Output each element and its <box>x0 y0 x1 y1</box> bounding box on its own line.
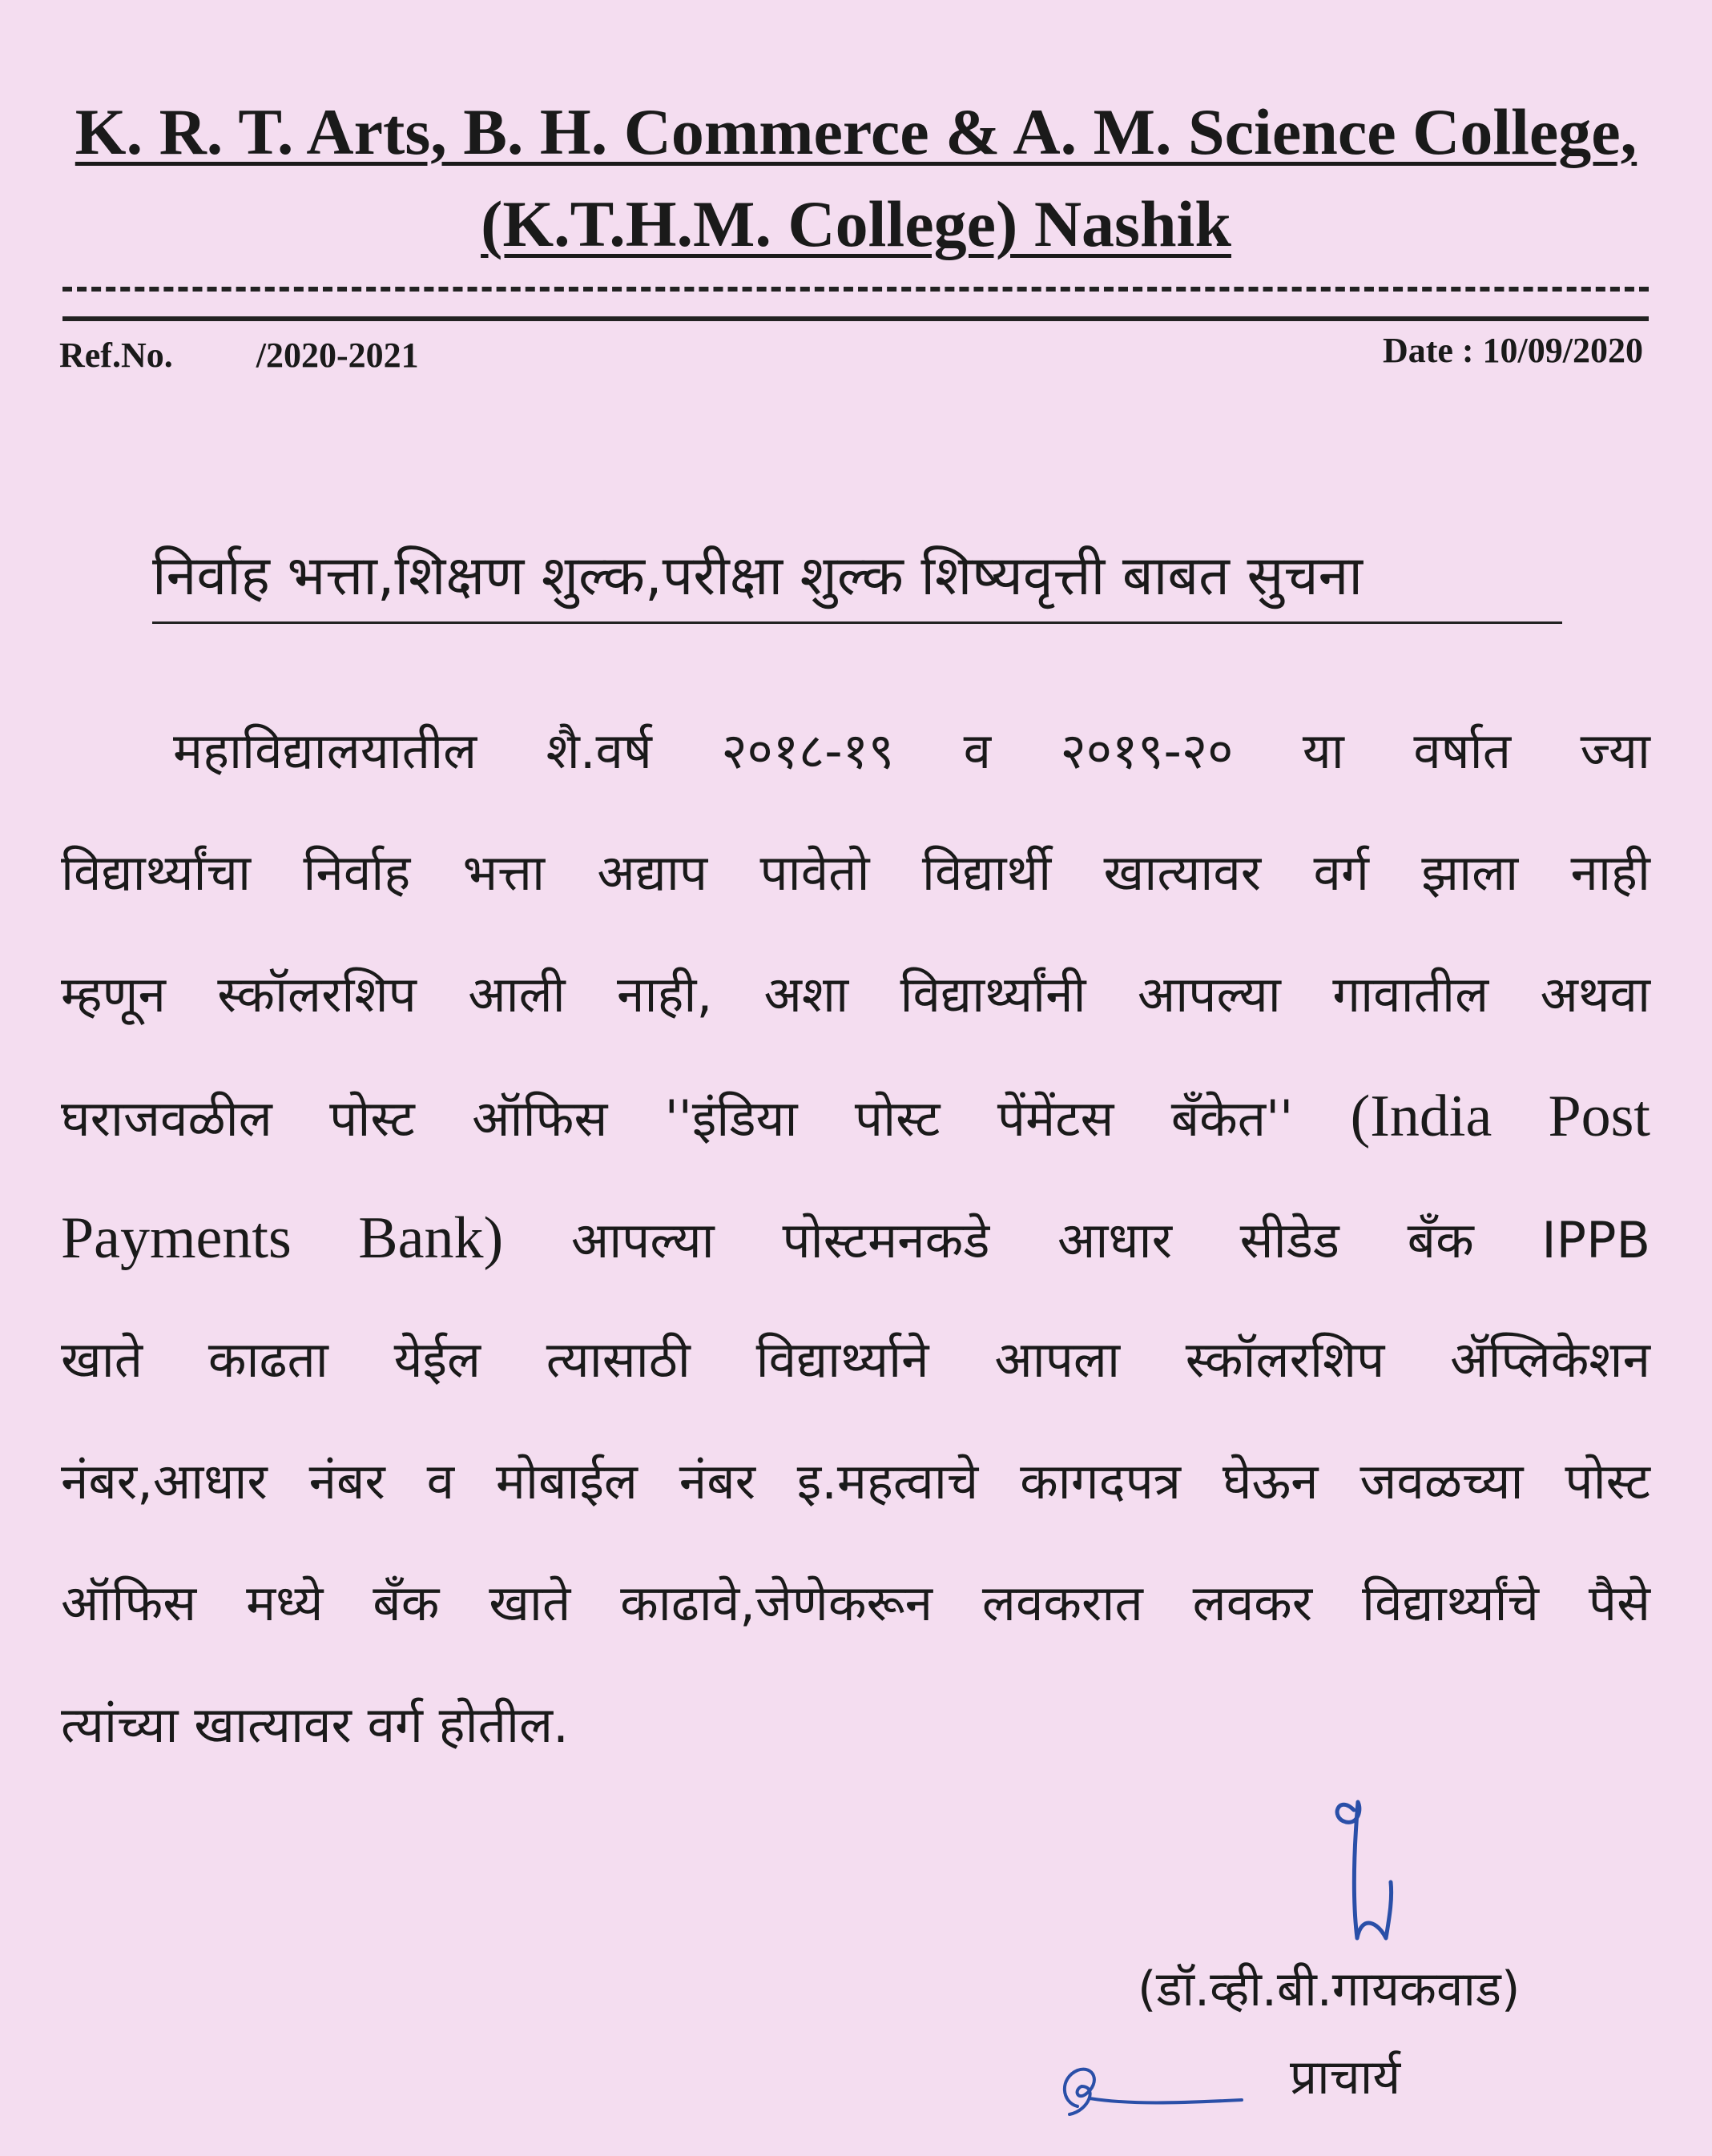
body-line-segment-latin: (India Post <box>1350 1084 1650 1149</box>
body-line <box>61 1078 1650 1200</box>
ref-label: Ref.No. <box>59 336 173 375</box>
header-solid-rule <box>62 316 1649 321</box>
body-line <box>61 1200 1650 1321</box>
college-short-name: (K.T.H.M. College) Nashik <box>481 187 1231 260</box>
college-header <box>0 88 1712 272</box>
initials-mark <box>1041 2050 1250 2130</box>
body-line: महाविद्यालयातील शै.वर्ष २०१८-१९ व २०१९-२० या वर्षात ज्या <box>173 722 1650 780</box>
body-line-segment-latin: Payments Bank) <box>61 1205 504 1271</box>
body-line: खाते काढता येईल त्यासाठी विद्यार्थ्याने आपला स्कॉलरशिप ॲप्लिकेशन <box>61 1330 1650 1389</box>
body-line: नंबर,आधार नंबर व मोबाईल नंबर इ.महत्वाचे कागदपत्र घेऊन जवळच्या पोस्ट <box>61 1452 1650 1510</box>
notice-body <box>61 713 1650 1808</box>
letter-date: Date : 10/09/2020 <box>1382 331 1643 370</box>
reference-number <box>59 335 419 376</box>
college-name: K. R. T. Arts, B. H. Commerce & A. M. Science College, <box>75 95 1637 168</box>
signature-mark <box>1322 1786 1418 1962</box>
signatory-title: प्राचार्य <box>1290 2049 1401 2106</box>
ref-value: /2020-2021 <box>256 336 419 375</box>
body-line-segment: घराजवळील पोस्ट ऑफिस ''इंडिया पोस्ट पेंमेंटस बँकेत'' <box>61 1089 1294 1148</box>
body-line: ऑफिस मध्ये बँक खाते काढावे,जेणेकरून लवकरात लवकर विद्यार्थ्यांचे पैसे <box>61 1574 1650 1632</box>
notice-subject: निर्वाह भत्ता,शिक्षण शुल्क,परीक्षा शुल्क शिष्यवृत्ती बाबत सुचना <box>152 537 1562 624</box>
body-line-segment: आपल्या पोस्टमनकडे आधार सीडेड बँक IPPB <box>570 1211 1650 1269</box>
body-line: विद्यार्थ्यांचा निर्वाह भत्ता अद्याप पावेतो विद्यार्थी खात्यावर वर्ग झाला नाही <box>61 843 1650 902</box>
header-dashed-rule <box>62 287 1649 292</box>
signatory-name: (डॉ.व्ही.बी.गायकवाड) <box>1138 1961 1521 2017</box>
body-line: त्यांच्या खात्यावर वर्ग होतील. <box>61 1695 569 1754</box>
body-line: म्हणून स्कॉलरशिप आली नाही, अशा विद्यार्थ्यांनी आपल्या गावातील अथवा <box>61 965 1650 1024</box>
